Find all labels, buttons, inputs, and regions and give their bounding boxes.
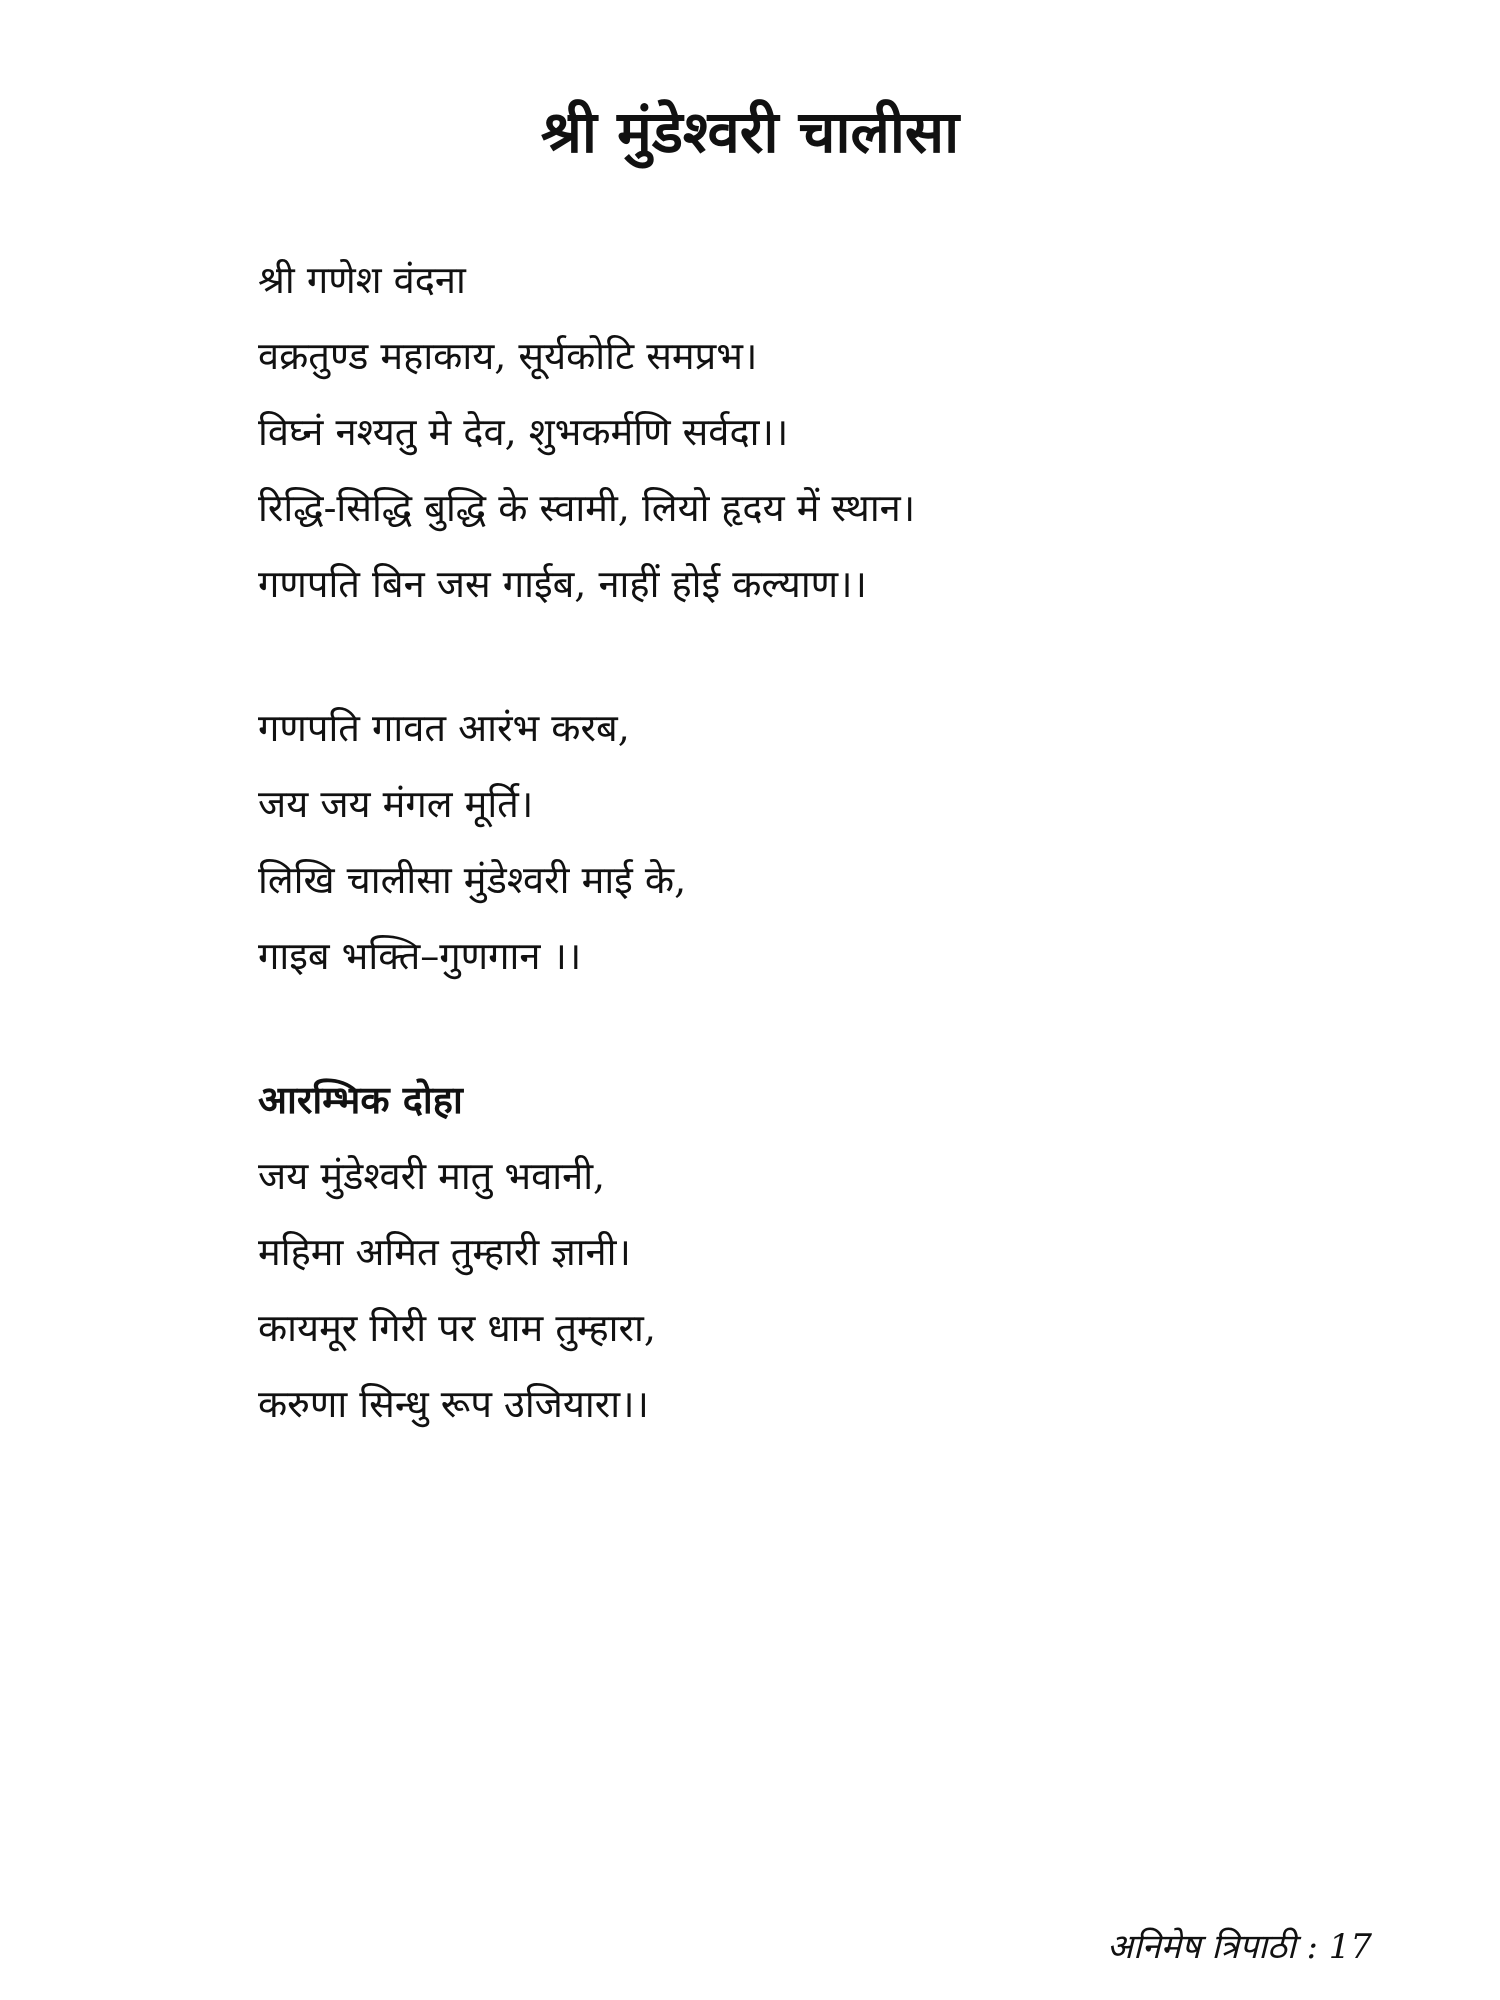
ganesh-vandana-section (258, 242, 1408, 622)
page-title: श्री मुंडेश्वरी चालीसा (540, 98, 960, 166)
opening-doha-section (258, 1062, 1408, 1442)
verse-line: लिखि चालीसा मुंडेश्वरी माई के, (258, 858, 687, 902)
section-heading: आरम्भिक दोहा (258, 1077, 463, 1122)
verse-line: जय मुंडेश्वरी मातु भवानी, (258, 1154, 606, 1198)
verse-line: वक्रतुण्ड महाकाय, सूर्यकोटि समप्रभ। (258, 334, 758, 378)
verse-line: गणपति बिन जस गाईब, नाहीं होई कल्याण।। (258, 562, 867, 606)
verse-line: विघ्नं नश्यतु मे देव, शुभकर्मणि सर्वदा।। (258, 410, 789, 454)
verse-line: गणपति गावत आरंभ करब, (258, 706, 630, 750)
section-heading: श्री गणेश वंदना (258, 258, 466, 302)
verse-line: रिद्धि-सिद्धि बुद्धि के स्वामी, लियो हृदय में स्थान। (258, 486, 916, 530)
verse-line: गाइब भक्ति–गुणगान ।। (258, 934, 582, 978)
verse-line: जय जय मंगल मूर्ति। (258, 782, 534, 826)
invocation-stanza (258, 690, 1408, 994)
verse-line: कायमूर गिरी पर धाम तुम्हारा, (258, 1306, 656, 1350)
verse-line: करुणा सिन्धु रूप उजियारा।। (258, 1382, 649, 1426)
page-footer: अनिमेष त्रिपाठी : 17 (1106, 1927, 1372, 1967)
verse-line: महिमा अमित तुम्हारी ज्ञानी। (258, 1230, 631, 1274)
